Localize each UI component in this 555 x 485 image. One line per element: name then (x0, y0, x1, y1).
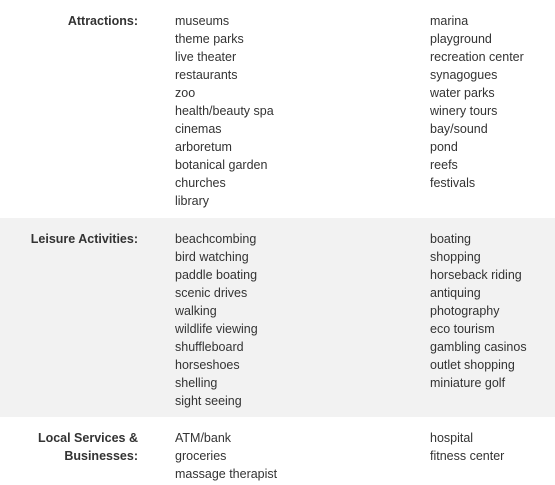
list-item: paddle boating (175, 268, 258, 282)
local-services-label (0, 429, 138, 465)
list-item: museums (175, 14, 230, 28)
list-item: festivals (430, 176, 476, 190)
list-item: shelling (175, 376, 218, 390)
list-item: wildlife viewing (175, 322, 258, 336)
list-item: theme parks (175, 32, 244, 46)
list-item: reefs (430, 158, 458, 172)
list-item: shopping (430, 250, 481, 264)
local-services-label-line2: Businesses: (64, 449, 138, 463)
list-item: churches (175, 176, 226, 190)
list-item: library (175, 194, 210, 208)
list-item: marina (430, 14, 469, 28)
list-item: beachcombing (175, 232, 257, 246)
list-item: arboretum (175, 140, 232, 154)
list-item: synagogues (430, 68, 498, 82)
local-services-label-line1: Local Services & (37, 431, 138, 445)
services-list-left (175, 429, 277, 483)
list-item: zoo (175, 86, 196, 100)
list-item: eco tourism (430, 322, 495, 336)
leisure-list-left (175, 230, 258, 410)
list-item: cinemas (175, 122, 222, 136)
list-item: winery tours (430, 104, 498, 118)
list-item: recreation center (430, 50, 524, 64)
leisure-activities-section (0, 218, 555, 417)
list-item: playground (430, 32, 492, 46)
list-item: antiquing (430, 286, 481, 300)
list-item: sight seeing (175, 394, 242, 408)
list-item: ATM/bank (175, 431, 232, 445)
list-item: bay/sound (430, 122, 488, 136)
leisure-list-right (430, 230, 527, 392)
list-item: botanical garden (175, 158, 268, 172)
list-item: massage therapist (175, 467, 278, 481)
list-item: shuffleboard (175, 340, 244, 354)
attractions-list-right (430, 12, 524, 192)
list-item: gambling casinos (430, 340, 527, 354)
list-item: groceries (175, 449, 227, 463)
list-item: horseback riding (430, 268, 522, 282)
list-item: boating (430, 232, 472, 246)
list-item: pond (430, 140, 458, 154)
attractions-list-left (175, 12, 274, 210)
list-item: walking (175, 304, 217, 318)
list-item: scenic drives (175, 286, 248, 300)
list-item: fitness center (430, 449, 505, 463)
list-item: health/beauty spa (175, 104, 274, 118)
services-list-right (430, 429, 504, 465)
leisure-activities-label: Leisure Activities: (30, 232, 138, 246)
list-item: miniature golf (430, 376, 506, 390)
attractions-label: Attractions: (67, 14, 138, 28)
list-item: hospital (430, 431, 474, 445)
list-item: restaurants (175, 68, 238, 82)
list-item: photography (430, 304, 500, 318)
list-item: water parks (430, 86, 495, 100)
list-item: outlet shopping (430, 358, 515, 372)
list-item: bird watching (175, 250, 249, 264)
local-services-section (0, 417, 555, 485)
attractions-section (0, 0, 555, 218)
list-item: horseshoes (175, 358, 240, 372)
list-item: live theater (175, 50, 237, 64)
